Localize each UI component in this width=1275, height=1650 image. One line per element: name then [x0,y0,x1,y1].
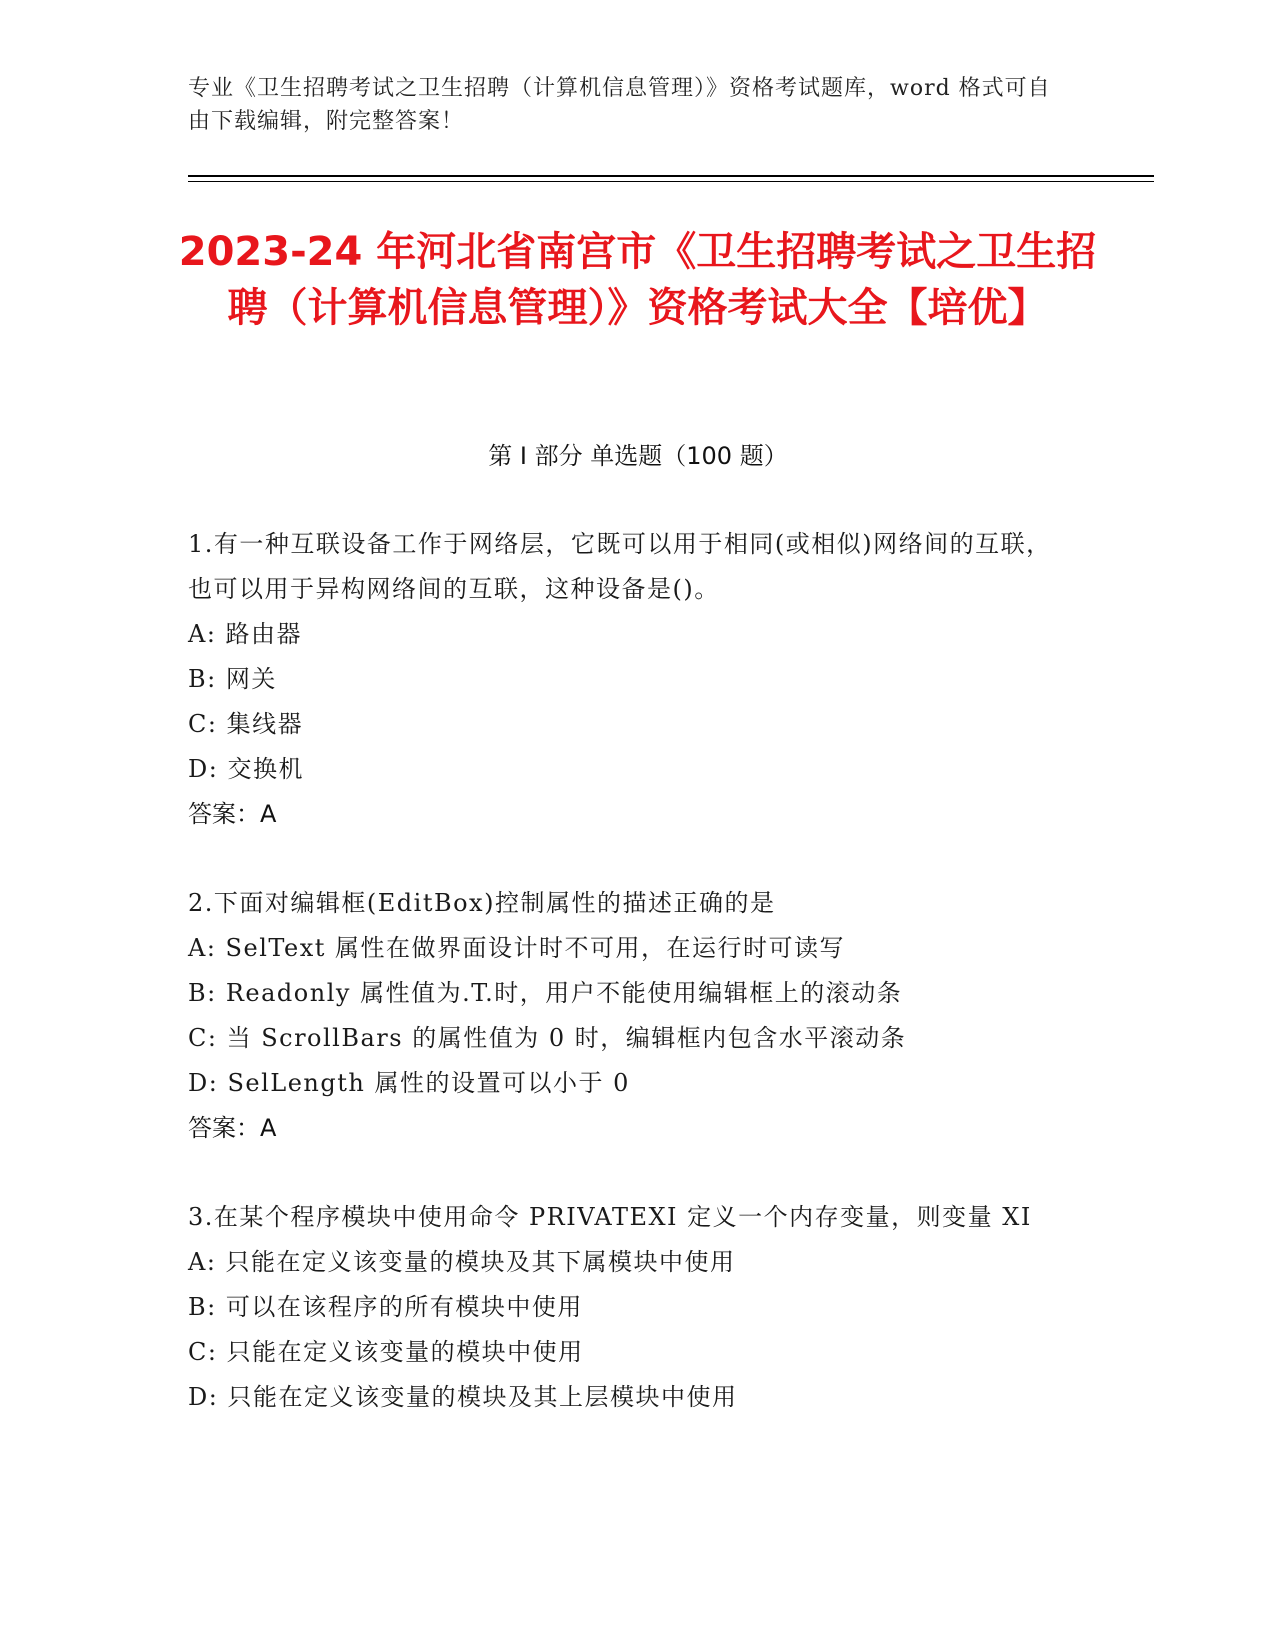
option-a: A: 路由器 [188,620,303,648]
header-note: 专业《卫生招聘考试之卫生招聘（计算机信息管理）》资格考试题库，word 格式可自由下载编辑，附完整答案！ [188,76,1051,134]
question-list [188,522,1068,1464]
header-divider-thin [188,181,1154,182]
option-b: B: 可以在该程序的所有模块中使用 [188,1293,583,1321]
question-item [188,522,1068,837]
option-c: C: 集线器 [188,710,304,738]
header-divider-thick [188,175,1154,177]
option-d: D: 交换机 [188,755,304,783]
question-item [188,881,1068,1151]
document-title: 2023-24 年河北省南宫市《卫生招聘考试之卫生招聘（计算机信息管理）》资格考试大全【培优】 [178,229,1097,331]
option-c: C: 当 ScrollBars 的属性值为 0 时，编辑框内包含水平滚动条 [188,1024,907,1052]
answer-line: 答案：A [188,800,277,828]
question-item [188,1195,1068,1420]
option-c: C: 只能在定义该变量的模块中使用 [188,1338,584,1366]
option-a: A: 只能在定义该变量的模块及其下属模块中使用 [188,1248,736,1276]
option-d: D: 只能在定义该变量的模块及其上层模块中使用 [188,1383,738,1411]
question-stem: 1.有一种互联设备工作于网络层，它既可以用于相同(或相似)网络间的互联，也可以用于异构网络间的互联，这种设备是()。 [188,530,1052,603]
question-stem: 2.下面对编辑框(EditBox)控制属性的描述正确的是 [188,889,776,917]
option-b: B: 网关 [188,665,277,693]
option-b: B: Readonly 属性值为.T.时，用户不能使用编辑框上的滚动条 [188,979,903,1007]
section-heading: 第 I 部分 单选题（100 题） [488,442,788,470]
option-d: D: SelLength 属性的设置可以小于 0 [188,1069,630,1097]
answer-line: 答案：A [188,1114,277,1142]
option-a: A: SelText 属性在做界面设计时不可用，在运行时可读写 [188,934,846,962]
question-stem: 3.在某个程序模块中使用命令 PRIVATEXI 定义一个内存变量，则变量 XI [188,1203,1032,1231]
